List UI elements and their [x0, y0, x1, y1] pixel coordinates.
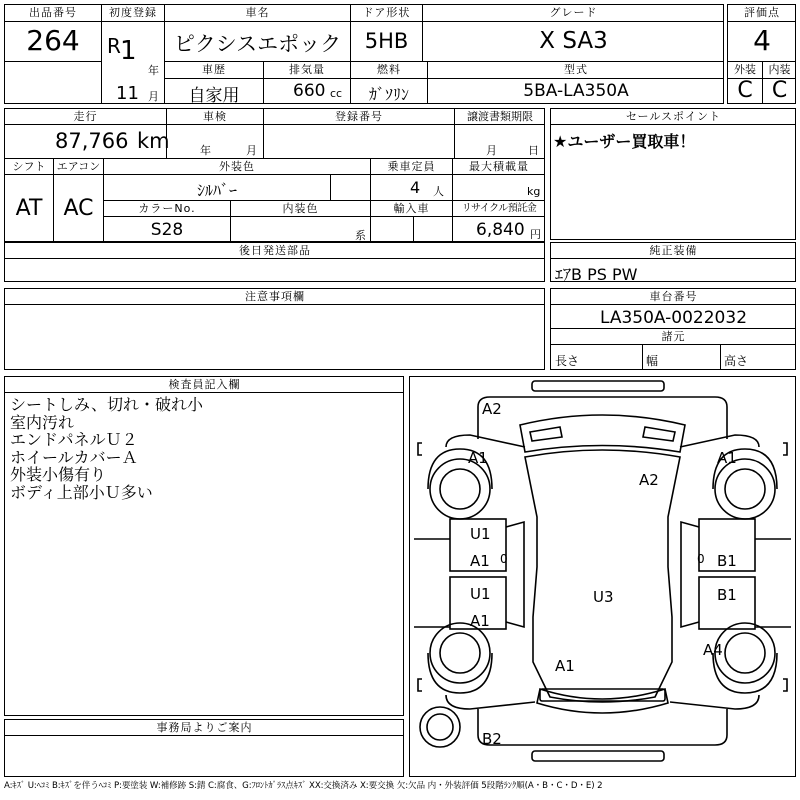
damage-mark: A1	[555, 657, 575, 675]
damage-diagram	[409, 376, 796, 777]
seating-capacity-unit: 人	[433, 185, 444, 198]
registration-month-value: 11	[116, 83, 139, 104]
exterior-color-label: 外装色	[219, 160, 255, 173]
shift-label: シフト	[12, 160, 46, 173]
registration-month-unit: 月	[148, 90, 159, 103]
inspector-note: 室内汚れ	[10, 412, 75, 432]
registration-year-value: 1	[120, 36, 137, 66]
damage-mark: A2	[482, 400, 502, 418]
transfer-month-unit: 月	[486, 144, 497, 157]
exterior-grade-value: C	[737, 78, 753, 103]
damage-mark: A1	[470, 612, 490, 630]
inspector-note: ボディ上部小Ｕ多い	[10, 482, 153, 502]
damage-mark: B2	[482, 730, 502, 748]
length-label: 長さ	[555, 354, 580, 368]
recycle-deposit-value: 6,840	[476, 220, 525, 240]
damage-mark: B1	[717, 552, 737, 570]
inspector-note: シートしみ、切れ・破れ小	[10, 395, 203, 414]
damage-mark: A1	[470, 552, 490, 570]
model-code-label: 型式	[564, 63, 588, 76]
interior-color-unit: 系	[355, 229, 366, 242]
recycle-deposit-unit: 円	[530, 228, 541, 241]
car-history-value: 自家用	[188, 86, 240, 106]
recycle-deposit-label: リサイクル預託金	[461, 203, 537, 214]
shift-value: AT	[15, 196, 43, 221]
inspector-note: エンドパネルＵ２	[10, 430, 138, 449]
exterior-color-value: ｼﾙﾊﾞｰ	[196, 181, 237, 200]
import-car-label: 輸入車	[393, 202, 430, 215]
mileage-value: 87,766	[55, 129, 129, 153]
damage-mark: U3	[593, 588, 614, 606]
sales-point-value: ★ユーザー買取車！	[553, 132, 696, 151]
damage-mark: A1	[717, 449, 737, 467]
car-history-label: 車歴	[202, 63, 226, 76]
inspection-month-unit: 月	[246, 144, 257, 157]
chassis-number-value: LA350A-0022032	[599, 308, 748, 328]
sales-point-box	[550, 108, 796, 240]
damage-mark: 0	[500, 552, 508, 566]
aircon-value: AC	[63, 196, 94, 221]
first-registration-label: 初度登録	[109, 6, 157, 19]
score-value: 4	[753, 24, 771, 57]
damage-mark: U1	[470, 585, 491, 603]
registration-year-unit: 年	[148, 64, 159, 77]
displacement-label: 排気量	[289, 63, 325, 76]
mileage-label: 走行	[73, 110, 98, 123]
car-name-value: ピクシスエポック	[173, 32, 342, 56]
interior-color-label: 内装色	[282, 202, 319, 215]
damage-mark: A4	[703, 641, 723, 659]
seating-capacity-value: 4	[410, 178, 421, 197]
aircon-label: エアコン	[56, 160, 101, 173]
inspector-notes-list	[10, 396, 203, 501]
era-value: R	[107, 34, 121, 58]
grade-value: X SA3	[539, 28, 608, 54]
interior-grade-value: C	[771, 78, 788, 103]
color-number-value: S28	[150, 220, 184, 240]
max-load-unit: kg	[527, 185, 541, 198]
transfer-day-unit: 日	[528, 144, 539, 157]
later-parts-label: 後日発送部品	[239, 244, 311, 257]
lot-number-label: 出品番号	[29, 6, 77, 19]
inspection-year-unit: 年	[200, 144, 211, 157]
score-label: 評価点	[744, 6, 780, 19]
damage-mark: 0	[697, 552, 705, 566]
chassis-number-label: 車台番号	[649, 290, 698, 303]
inspector-note: 外装小傷有り	[10, 465, 107, 484]
equipment-value: ｴｱB PS PW	[555, 265, 638, 284]
damage-mark: B1	[717, 586, 737, 604]
registration-number-label: 登録番号	[335, 110, 383, 123]
damage-mark: U1	[470, 525, 491, 543]
displacement-value: 660	[293, 81, 326, 101]
inspector-notes-label: 検査員記入欄	[168, 378, 241, 391]
car-name-label: 車名	[245, 6, 270, 19]
model-code-value: 5BA-LA350A	[523, 81, 629, 101]
width-label: 幅	[646, 354, 659, 368]
door-shape-label: ドア形状	[362, 6, 411, 19]
damage-mark: A2	[639, 471, 659, 489]
caution-label: 注意事項欄	[245, 290, 305, 303]
transfer-deadline-label: 譲渡書類期限	[467, 110, 533, 123]
lot-number-value: 264	[26, 24, 80, 57]
specs-label: 諸元	[661, 330, 686, 343]
door-shape-value: 5HB	[364, 29, 409, 53]
grade-label: グレード	[549, 6, 598, 19]
inspector-note: ホイールカバーＡ	[10, 447, 138, 467]
color-number-label: カラーNo.	[138, 202, 196, 215]
fuel-label: 燃料	[377, 63, 401, 76]
inspection-label: 車検	[203, 110, 227, 123]
legend-footer: A:ｷｽﾞ U:ﾍｺﾐ B:ｷｽﾞを伴うﾍｺﾐ P:要塗装 W:補修跡 S:錆 C:腐食、G:ﾌﾛﾝﾄｶﾞﾗｽ点ｷｽﾞ XX:交換済み X:要交換 欠:欠品 内・外装評価 5段階ﾗﾝｸ順(A・B・C・D・E) 2	[4, 781, 603, 791]
max-load-label: 最大積載量	[469, 160, 529, 173]
damage-mark: A1	[468, 449, 488, 467]
exterior-grade-label: 外装	[734, 63, 756, 76]
equipment-label: 純正装備	[649, 244, 698, 257]
interior-grade-label: 内装	[768, 63, 791, 76]
sales-point-label: セールスポイント	[625, 110, 721, 123]
office-notice-label: 事務局よりご案内	[156, 721, 253, 734]
fuel-value: ｶﾞｿﾘﾝ	[368, 85, 409, 104]
seating-capacity-label: 乗車定員	[387, 160, 436, 173]
car-outline-svg	[410, 377, 795, 776]
mileage-unit: km	[137, 129, 170, 153]
displacement-unit: cc	[330, 87, 343, 100]
height-label: 高さ	[724, 354, 749, 368]
